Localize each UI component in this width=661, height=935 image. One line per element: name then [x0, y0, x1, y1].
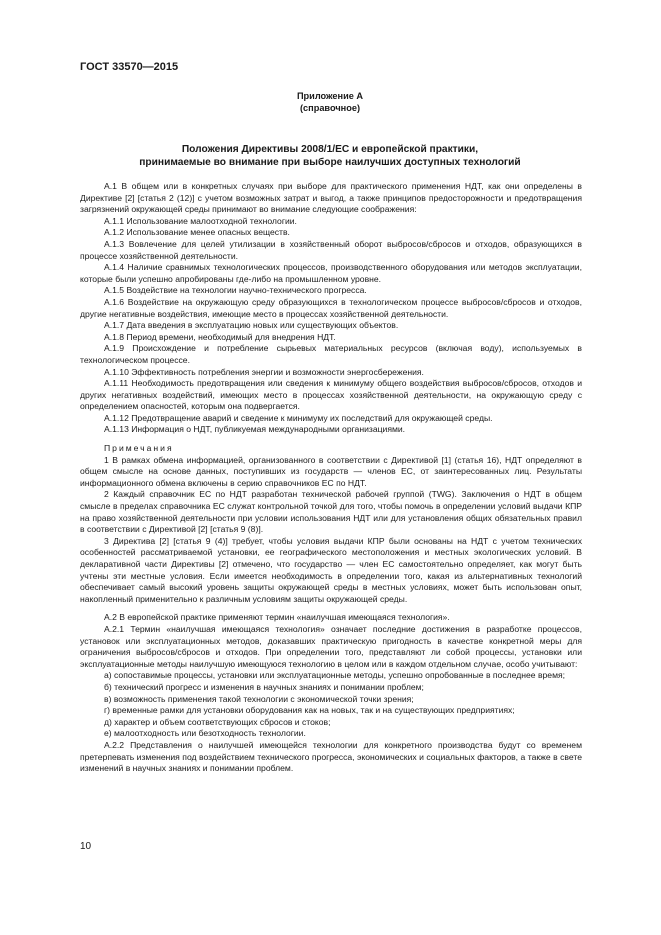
criteria-item: в) возможность применения такой технологии с экономической точки зрения;	[104, 693, 414, 704]
paragraph-a2-intro: А.2 В европейской практике применяют термин «наилучшая имеющаяся технология».	[104, 612, 450, 623]
criteria-item: д) характер и объем соответствующих сбросов и стоков;	[104, 716, 331, 727]
list-item: А.1.10 Эффективность потребления энергии и возможности энергосбережения.	[104, 366, 424, 377]
criteria-item: г) временные рамки для установки оборудования как на новых, так и на существующих предприятиях;	[104, 705, 515, 716]
list-item: А.1.9 Происхождение и потребление сырьевых материальных ресурсов (включая воду), используемых в технологическом процессе.	[80, 343, 582, 365]
list-item: А.1.3 Вовлечение для целей утилизации в хозяйственный оборот выбросов/сбросов и отходов, образующихся в процессе хозяйственной деятельности.	[80, 238, 582, 261]
list-item: А.1.1 Использование малоотходной технологии.	[104, 215, 297, 226]
page-number: 10	[80, 841, 92, 852]
list-item: А.1.13 Информация о НДТ, публикуемая международными организациями.	[104, 424, 406, 435]
standard-number: ГОСТ 33570—2015	[80, 61, 179, 73]
list-item: А.1.4 Наличие сравнимых технологических процессов, производственного оборудования или методов эксплуатации, которые были успешно апробированы где-либо на промышленном уровне.	[80, 262, 582, 284]
paragraph-a22: А.2.2 Представления о наилучшей имеющейся технологии для конкретного производства будут со временем претерпевать изменения под воздействием технического прогресса, экономических и социальных факторов, а также в свете изменений в научных знаниях и понимании проблем.	[80, 739, 582, 774]
paragraph-a1-intro: А.1 В общем или в конкретных случаях при выборе для практического применения НДТ, как они определены в Директиве [2] [статья 2 (12)] с учетом возможных затрат и выгод, а также принципов предосторожности и предотвращения загрязнений окружающей среды принимают во внимание следующие соображения:	[80, 181, 582, 215]
notes-heading: Примечания	[104, 443, 174, 454]
list-item: А.1.5 Воздействие на технологии научно-технического прогресса.	[104, 285, 367, 296]
section-heading-line-1: Положения Директивы 2008/1/ЕС и европейской практики,	[181, 144, 479, 155]
body-text	[80, 181, 582, 775]
note-item: 2 Каждый справочник ЕС по НДТ разработан технической рабочей группой (TWG). Заключения о НДТ в общем смысле в пределах справочника ЕС служат контрольной точкой для того, чтобы помочь в определении условий выдачи КПР на право хозяйственной деятельности при условии использования НДТ или для установления общих обязательных правил в соответствии с Директивой [2] [статья 9 (8)].	[80, 489, 582, 535]
paragraph-a21: А.2.1 Термин «наилучшая имеющаяся технология» означает последние достижения в разработке процессов, установок или эксплуатационных методов, доказавших практическую пригодность в качестве конкретной меры для ограничения выбросов/сбросов и отходов. При определении того, представляют ли собой процессы, установки или эксплуатационные методы наилучшую имеющуюся технологию в целом или в каждом отдельном случае, особо учитывают:	[80, 623, 582, 669]
note-item: 1 В рамках обмена информацией, организованного в соответствии с Директивой [1] (статья 16), НДТ определяют в общем смысле на основе данных, поступивших из государств — членов ЕС, от заинтересованных лиц. Результаты информационного обмена включены в серию справочников ЕС по НДТ.	[80, 454, 582, 488]
list-item: А.1.2 Использование менее опасных веществ.	[104, 227, 290, 238]
spacer	[80, 436, 582, 443]
appendix-subtitle: (справочное)	[299, 103, 360, 113]
list-item: А.1.7 Дата введения в эксплуатацию новых или существующих объектов.	[104, 320, 399, 331]
list-item: А.1.12 Предотвращение аварий и сведение к минимуму их последствий для окружающей среды.	[104, 412, 493, 423]
appendix-title: Приложение А	[296, 91, 364, 101]
criteria-item: а) сопоставимые процессы, установки или эксплуатационные методы, успешно опробованные в последнее время;	[104, 670, 566, 681]
list-item: А.1.11 Необходимость предотвращения или сведения к минимуму общего воздействия выбросов/сбросов, отходов и других негативных воздействий, имеющих место в процессах хозяйственной деятельности, на окружающую среду с определением опасностей, которым она подвергается.	[80, 378, 582, 412]
list-item: А.1.8 Период времени, необходимый для внедрения НДТ.	[104, 331, 336, 342]
criteria-item: б) технический прогресс и изменения в научных знаниях и понимании проблем;	[104, 681, 424, 692]
criteria-item: е) малоотходность или безотходность технологии.	[104, 728, 306, 739]
list-item: А.1.6 Воздействие на окружающую среду образующихся в технологическом процессе выбросов/сбросов и отходов, другие негативные воздействия, имеющие место в процессах хозяйственной деятельности.	[80, 296, 582, 319]
spacer	[80, 605, 582, 612]
section-heading-line-2: принимаемые во внимание при выборе наилучших доступных технологий	[139, 157, 521, 168]
note-item: 3 Директива [2] [статья 9 (4)] требует, чтобы условия выдачи КПР были основаны на НДТ с учетом технических особенностей рассматриваемой установки, ее географического местоположения и местных экологических условий. В декларативной части Директивы [2] отмечено, что государство — член ЕС самостоятельно определяет, как могут быть учтены эти местные условия. Если имеется необходимость в определении того, какая из альтернативных технологий обеспечивает самый высокий уровень защиты окружающей среды в местных условиях, может быть использован опыт, накопленный применительно к различным условиям защиты окружающей среды.	[80, 535, 582, 604]
